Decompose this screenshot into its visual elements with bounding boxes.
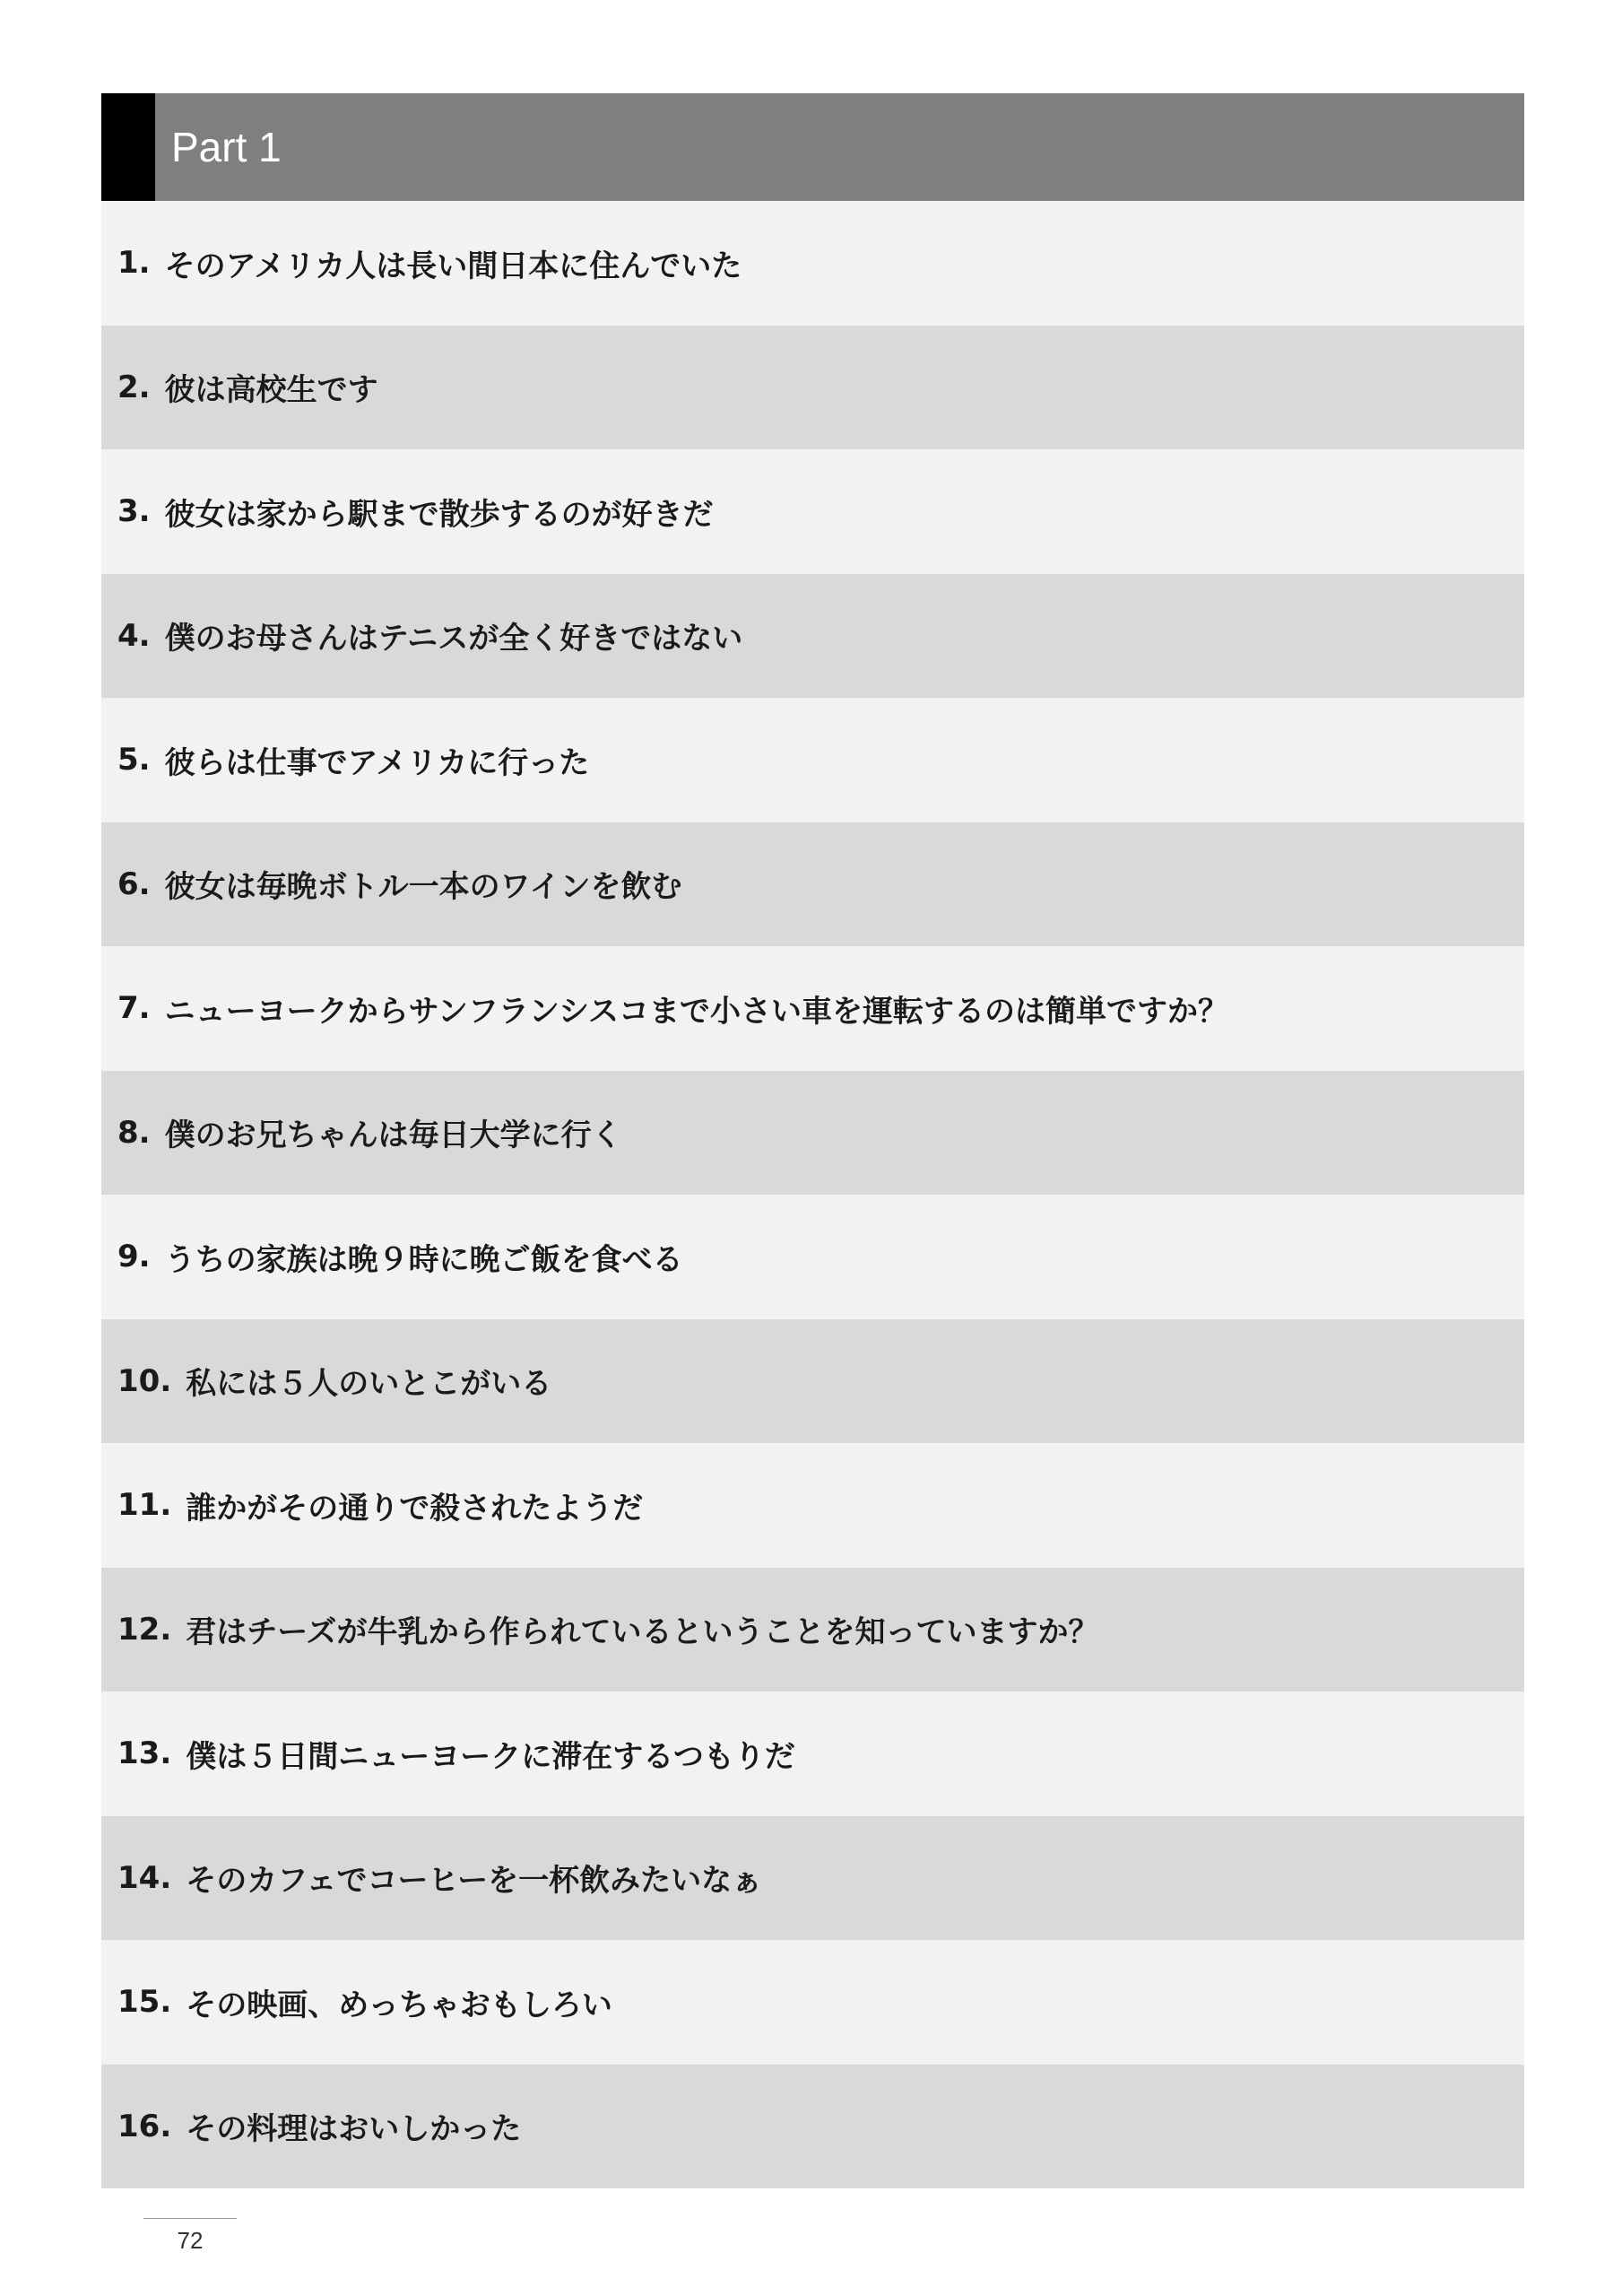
item-text: 彼は高校生です [164, 372, 378, 409]
section-header [101, 93, 1524, 201]
list-item [101, 574, 1524, 699]
item-number: 14. [117, 1859, 172, 1896]
list-item [101, 1940, 1524, 2065]
item-number: 11. [117, 1487, 172, 1524]
item-number: 1. [117, 245, 151, 282]
page-number: 72 [177, 2227, 204, 2254]
list-item [101, 822, 1524, 947]
item-number: 3. [117, 493, 151, 530]
item-text: ニューヨークからサンフランシスコまで小さい車を運転するのは簡単ですか？ [164, 993, 1229, 1030]
item-text: 僕のお母さんはテニスが全く好きではない [164, 621, 743, 657]
item-text: その映画、めっちゃおもしろい [186, 1987, 612, 2023]
item-number: 2. [117, 369, 151, 405]
item-number: 12. [117, 1611, 172, 1648]
item-text: その料理はおいしかった [186, 2111, 522, 2148]
item-number: 10. [117, 1362, 172, 1399]
item-number: 16. [117, 2108, 172, 2144]
list-item [101, 1443, 1524, 1568]
list-item [101, 326, 1524, 450]
item-number: 8. [117, 1114, 151, 1151]
item-number: 6. [117, 865, 151, 902]
item-number: 9. [117, 1239, 151, 1275]
item-text: 僕のお兄ちゃんは毎日大学に行く [164, 1118, 622, 1154]
item-text: そのカフェでコーヒーを一杯飲みたいなぁ [186, 1863, 763, 1900]
list-item [101, 2065, 1524, 2189]
item-text: 彼らは仕事でアメリカに行った [164, 744, 590, 781]
list-item [101, 1319, 1524, 1444]
list-item [101, 1568, 1524, 1692]
list-item [101, 1692, 1524, 1816]
item-number: 7. [117, 990, 151, 1027]
item-number: 4. [117, 617, 151, 654]
item-text: 僕は５日間ニューヨークに滞在するつもりだ [186, 1738, 795, 1775]
sentence-list [101, 201, 1524, 2188]
item-text: そのアメリカ人は長い間日本に住んでいた [164, 248, 742, 284]
item-text: 彼女は毎晩ボトル一本のワインを飲む [164, 869, 682, 906]
item-text: 私には５人のいとこがいる [186, 1366, 552, 1403]
list-item [101, 946, 1524, 1071]
item-text: 君はチーズが牛乳から作られているということを知っていますか？ [186, 1614, 1099, 1651]
item-number: 5. [117, 742, 151, 778]
item-text: 誰かがその通りで殺されたようだ [186, 1490, 644, 1526]
list-item [101, 1071, 1524, 1196]
footer-divider [143, 2218, 237, 2219]
list-item [101, 201, 1524, 326]
item-number: 15. [117, 1984, 172, 2021]
item-text: うちの家族は晩９時に晩ご飯を食べる [164, 1241, 683, 1278]
list-item [101, 1195, 1524, 1319]
header-tab-marker [101, 93, 155, 201]
item-text: 彼女は家から駅まで散歩するのが好きだ [164, 496, 714, 533]
list-item [101, 1816, 1524, 1941]
list-item [101, 449, 1524, 574]
item-number: 13. [117, 1735, 172, 1772]
section-title: Part 1 [171, 124, 282, 170]
list-item [101, 698, 1524, 822]
